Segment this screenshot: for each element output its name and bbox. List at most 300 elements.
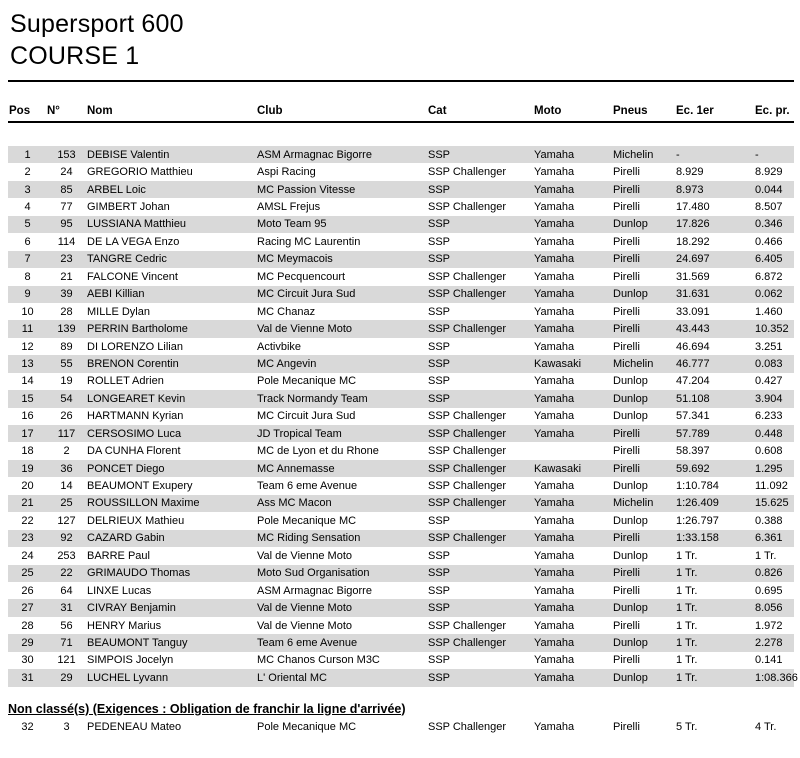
cell-cat: SSP Challenger [427,425,533,442]
cell-cat: SSP [427,181,533,198]
cell-num: 127 [57,514,76,527]
cell-pos: 6 [24,235,31,248]
table-row [8,495,794,512]
cell-club: Team 6 eme Avenue [256,634,427,651]
cell-cat: SSP Challenger [428,619,507,632]
cell-moto: Yamaha [534,270,575,283]
cell-ecpr: 1:08.366 [754,669,794,686]
cell-pos: 23 [8,530,46,547]
cell-moto: Yamaha [534,480,575,493]
table-row [8,146,794,163]
table-row [8,669,794,686]
cell-num: 153 [46,146,86,163]
cell-pos: 20 [21,480,34,493]
cell-cat: SSP Challenger [428,410,507,423]
cell-num: 139 [46,320,86,337]
cell-ec1: 57.789 [675,425,754,442]
cell-nom: DELRIEUX Mathieu [87,514,185,527]
table-row [8,233,794,250]
cell-pneus: Michelin [612,146,675,163]
cell-ecpr: 1.972 [755,619,783,632]
cell-num: 25 [46,495,86,512]
table-row [8,599,794,616]
cell-ec1: 1 Tr. [676,619,698,632]
cell-ec1: 1 Tr. [676,549,698,562]
cell-pos: 25 [8,565,46,582]
cell-pos: 3 [8,181,46,198]
cell-moto: Yamaha [534,654,575,667]
table-row [8,547,794,564]
cell-nom: PONCET Diego [86,460,256,477]
cell-club: Moto Team 95 [256,216,427,233]
cell-cat: SSP [428,654,451,667]
cell-num: 23 [46,251,86,268]
cell-club: Track Normandy Team [256,390,427,407]
cell-cat: SSP Challenger [427,320,533,337]
cell-ecpr: 0.346 [754,216,794,233]
cell-ec1: 17.826 [675,216,754,233]
cell-ec1: 5 Tr. [675,719,754,736]
cell-club: MC Riding Sensation [256,530,427,547]
cell-pneus: Pirelli [613,305,640,318]
cell-moto: Yamaha [533,251,612,268]
cell-ec1: 58.397 [676,445,710,458]
cell-nom: DA CUNHA Florent [87,445,181,458]
cell-pos: 21 [8,495,46,512]
cell-ecpr: 11.092 [755,480,788,493]
cell-pos: 10 [21,305,34,318]
cell-num: 95 [46,216,86,233]
cell-ecpr: - [754,146,794,163]
table-row [8,320,794,337]
cell-ecpr: 0.062 [754,286,794,303]
cell-club: MC Pecquencourt [257,270,346,283]
table-row [8,198,794,215]
table-row [8,460,794,477]
cell-nom: LINXE Lucas [87,584,152,597]
cell-ec1: 1 Tr. [675,669,754,686]
classification-table [8,146,798,687]
cell-ec1: 17.480 [676,201,710,214]
cell-moto: Yamaha [533,599,612,616]
cell-pneus: Pirelli [613,166,640,179]
cell-pos: 5 [8,216,46,233]
cell-nom: ROUSSILLON Maxime [86,495,256,512]
cell-moto: Yamaha [533,669,612,686]
cell-moto: Yamaha [534,584,575,597]
cell-pneus: Dunlop [612,216,675,233]
cell-cat: SSP [428,375,451,388]
col-header-club: Club [256,96,427,122]
cell-cat: SSP [428,235,451,248]
cell-num: 3 [46,719,86,736]
cell-ec1: 1 Tr. [675,565,754,582]
cell-pos: 9 [8,286,46,303]
cell-ecpr: 8.056 [754,599,794,616]
cell-num: 14 [60,480,73,493]
cell-ecpr: 8.929 [755,166,783,179]
cell-num: 85 [46,181,86,198]
cell-moto: Yamaha [533,565,612,582]
cell-moto: Yamaha [534,514,575,527]
cell-club: MC Passion Vitesse [256,181,427,198]
cell-ec1: 24.697 [675,251,754,268]
cell-num: 114 [57,235,76,248]
cell-club: MC de Lyon et du Rhone [257,445,379,458]
cell-ec1: 1:10.784 [676,480,719,493]
cell-nom: LUCHEL Lyvann [86,669,256,686]
cell-nom: GRIMAUDO Thomas [86,565,256,582]
cell-nom: BARRE Paul [87,549,150,562]
cell-pos: 26 [21,584,34,597]
cell-pneus: Dunlop [613,480,648,493]
cell-cat: SSP [427,599,533,616]
cell-ecpr: 0.448 [754,425,794,442]
cell-pneus: Dunlop [612,599,675,616]
cell-ec1: 1 Tr. [675,634,754,651]
cell-ecpr: 3.251 [755,340,783,353]
cell-ecpr: 6.405 [754,251,794,268]
cell-cat: SSP [428,305,451,318]
cell-ecpr: 0.695 [755,584,783,597]
cell-club: Activbike [257,340,302,353]
cell-cat: SSP Challenger [427,530,533,547]
cell-ecpr: 0.427 [755,375,783,388]
cell-nom: PEDENEAU Mateo [86,719,256,736]
cell-pos: 22 [21,514,34,527]
cell-club: Team 6 eme Avenue [257,480,358,493]
cell-pos: 14 [21,375,34,388]
cell-ecpr: 10.352 [754,320,794,337]
cell-ecpr: 3.904 [754,390,794,407]
cell-club: ASM Armagnac Bigorre [257,584,372,597]
cell-pneus: Pirelli [613,340,640,353]
cell-ecpr: 0.044 [754,181,794,198]
cell-pos: 7 [8,251,46,268]
cell-cat: SSP [427,251,533,268]
cell-cat: SSP [428,584,451,597]
cell-num: 26 [60,410,73,423]
cell-nom: GIMBERT Johan [87,201,170,214]
cell-moto: Yamaha [533,320,612,337]
cell-cat: SSP [427,669,533,686]
table-row [8,268,794,285]
cell-moto [533,442,612,459]
cell-pneus: Pirelli [612,565,675,582]
cell-moto: Yamaha [534,235,575,248]
cell-nom: DEBISE Valentin [86,146,256,163]
cell-moto: Kawasaki [533,460,612,477]
cell-club: AMSL Frejus [257,201,321,214]
unclassified-heading: Non classé(s) (Exigences : Obligation de franchir la ligne d'arrivée) [8,701,406,716]
cell-cat: SSP Challenger [428,201,507,214]
title-divider [8,80,794,82]
cell-pos: 28 [21,619,34,632]
cell-club: Moto Sud Organisation [256,565,427,582]
cell-pneus: Dunlop [612,669,675,686]
cell-pneus: Pirelli [612,460,675,477]
cell-pneus: Pirelli [612,251,675,268]
cell-pneus: Pirelli [612,181,675,198]
cell-moto: Yamaha [533,146,612,163]
table-row [8,477,794,494]
cell-ec1: 31.569 [676,270,710,283]
cell-cat: SSP [428,340,451,353]
cell-pos: 16 [21,410,34,423]
cell-ecpr: 0.083 [754,355,794,372]
cell-cat: SSP [428,514,451,527]
cell-cat: SSP Challenger [427,495,533,512]
cell-pneus: Dunlop [612,390,675,407]
cell-ec1: 47.204 [676,375,710,388]
cell-ec1: 59.692 [675,460,754,477]
cell-pneus: Pirelli [613,654,640,667]
cell-cat: SSP Challenger [428,166,507,179]
cell-pneus: Pirelli [612,530,675,547]
cell-club: Racing MC Laurentin [257,235,361,248]
table-row [8,425,794,442]
cell-num: 117 [46,425,86,442]
cell-pos: 15 [8,390,46,407]
cell-club: JD Tropical Team [256,425,427,442]
cell-moto: Kawasaki [533,355,612,372]
cell-nom: DI LORENZO Lilian [87,340,183,353]
cell-nom: PERRIN Bartholome [86,320,256,337]
table-row [8,216,794,233]
cell-num: 54 [46,390,86,407]
cell-club: MC Chanaz [257,305,316,318]
cell-nom: FALCONE Vincent [87,270,178,283]
cell-nom: CIVRAY Benjamin [86,599,256,616]
cell-pneus: Dunlop [612,286,675,303]
cell-cat: SSP [428,549,451,562]
cell-num: 28 [60,305,73,318]
cell-pneus: Pirelli [613,445,640,458]
cell-pneus: Dunlop [613,410,648,423]
cell-club: Val de Vienne Moto [256,599,427,616]
cell-nom: TANGRE Cedric [86,251,256,268]
cell-cat: SSP [427,390,533,407]
cell-ec1: 57.341 [676,410,710,423]
cell-num: 19 [60,375,73,388]
cell-cat: SSP [427,565,533,582]
cell-ecpr: 0.141 [755,654,783,667]
cell-ecpr: 8.507 [755,201,783,214]
cell-pos: 18 [21,445,34,458]
cell-pos: 1 [8,146,46,163]
cell-moto: Yamaha [533,530,612,547]
cell-ecpr: 2.278 [754,634,794,651]
table-row [8,286,794,303]
cell-num: 71 [46,634,86,651]
cell-ec1: 1:26.409 [675,495,754,512]
cell-ecpr: 6.872 [755,270,783,283]
cell-pos: 32 [8,719,46,736]
cell-pos: 27 [8,599,46,616]
cell-moto: Yamaha [533,634,612,651]
cell-pneus: Pirelli [612,425,675,442]
cell-pos: 17 [8,425,46,442]
cell-nom: ROLLET Adrien [87,375,164,388]
cell-ecpr: 15.625 [754,495,794,512]
cell-num: 39 [46,286,86,303]
col-header-name: Nom [86,96,256,122]
cell-num: 22 [46,565,86,582]
cell-num: 64 [60,584,73,597]
cell-cat: SSP Challenger [428,270,507,283]
cell-club: Ass MC Macon [256,495,427,512]
cell-nom: CAZARD Gabin [86,530,256,547]
cell-ecpr: 1.460 [755,305,783,318]
cell-nom: BEAUMONT Tanguy [86,634,256,651]
cell-cat: SSP Challenger [427,634,533,651]
cell-pos: 24 [21,549,34,562]
cell-moto: Yamaha [533,390,612,407]
cell-ecpr: 0.826 [754,565,794,582]
cell-ec1: 46.777 [675,355,754,372]
cell-cat: SSP Challenger [428,480,507,493]
col-header-category: Cat [427,96,533,122]
cell-pos: 2 [24,166,31,179]
cell-pneus: Michelin [612,355,675,372]
cell-nom: GREGORIO Matthieu [87,166,193,179]
table-row [8,181,794,198]
page-title: Supersport 600 [10,10,184,38]
cell-club: MC Circuit Jura Sud [256,286,427,303]
cell-nom: HENRY Marius [87,619,162,632]
col-header-gap-to-first: Ec. 1er [675,96,754,122]
cell-moto: Yamaha [533,216,612,233]
cell-club: MC Angevin [256,355,427,372]
cell-pos: 29 [8,634,46,651]
cell-pneus: Pirelli [613,584,640,597]
cell-ec1: 46.694 [676,340,710,353]
cell-ecpr: 1 Tr. [755,549,777,562]
unclassified-table [8,719,794,736]
cell-ecpr: 0.466 [755,235,783,248]
cell-ecpr: 1.295 [754,460,794,477]
cell-ecpr: 0.388 [755,514,783,527]
cell-cat: SSP Challenger [427,286,533,303]
cell-moto: Yamaha [534,166,575,179]
cell-moto: Yamaha [533,181,612,198]
cell-pneus: Pirelli [613,270,640,283]
cell-ec1: 51.108 [675,390,754,407]
cell-ec1: 33.091 [676,305,710,318]
cell-moto: Yamaha [534,375,575,388]
cell-club: MC Meymacois [256,251,427,268]
cell-club: ASM Armagnac Bigorre [256,146,427,163]
table-row [8,442,794,459]
cell-pneus: Pirelli [613,619,640,632]
cell-ec1: - [675,146,754,163]
cell-ec1: 43.443 [675,320,754,337]
cell-pos: 11 [8,320,46,337]
cell-ec1: 8.929 [676,166,704,179]
cell-pneus: Dunlop [613,375,648,388]
cell-ec1: 1 Tr. [676,584,698,597]
cell-nom: AEBI Killian [86,286,256,303]
cell-club: L' Oriental MC [256,669,427,686]
results-header [8,96,794,123]
cell-cat: SSP [427,216,533,233]
cell-club: Val de Vienne Moto [256,320,427,337]
cell-num: 55 [46,355,86,372]
cell-pneus: Pirelli [612,320,675,337]
table-row [8,355,794,372]
cell-cat: SSP Challenger [427,460,533,477]
cell-pneus: Pirelli [613,201,640,214]
cell-moto: Yamaha [534,340,575,353]
table-row [8,390,794,407]
cell-moto: Yamaha [533,425,612,442]
cell-club: Val de Vienne Moto [257,549,352,562]
col-header-number: N° [46,96,86,122]
cell-ec1: 1:33.158 [675,530,754,547]
cell-nom: BEAUMONT Exupery [87,480,193,493]
cell-nom: LUSSIANA Matthieu [86,216,256,233]
cell-moto: Yamaha [534,619,575,632]
col-header-tyres: Pneus [612,96,675,122]
race-title: COURSE 1 [10,42,140,70]
table-row [8,303,794,320]
table-row [8,634,794,651]
cell-cat: SSP Challenger [428,445,507,458]
cell-num: 29 [46,669,86,686]
table-row [8,163,794,180]
table-row [8,530,794,547]
table-row [8,251,794,268]
cell-num: 253 [57,549,76,562]
cell-club: MC Circuit Jura Sud [257,410,356,423]
cell-club: MC Annemasse [256,460,427,477]
table-row [8,512,794,529]
cell-cat: SSP Challenger [427,719,533,736]
cell-club: MC Chanos Curson M3C [257,654,380,667]
table-row [8,338,794,355]
cell-nom: BRENON Corentin [86,355,256,372]
cell-num: 24 [60,166,73,179]
cell-club: Pole Mecanique MC [257,514,357,527]
cell-num: 77 [60,201,73,214]
cell-pneus: Dunlop [612,634,675,651]
cell-pneus: Michelin [612,495,675,512]
table-row [8,652,794,669]
cell-moto: Yamaha [534,201,575,214]
cell-num: 121 [57,654,76,667]
cell-pos: 12 [21,340,34,353]
cell-num: 2 [63,445,70,458]
col-header-pos: Pos [8,96,46,122]
cell-ec1: 8.973 [675,181,754,198]
cell-moto: Yamaha [533,719,612,736]
cell-ecpr: 6.233 [755,410,783,423]
cell-moto: Yamaha [533,286,612,303]
cell-pos: 19 [8,460,46,477]
cell-nom: CERSOSIMO Luca [86,425,256,442]
cell-club: Aspi Racing [257,166,316,179]
cell-club: Val de Vienne Moto [257,619,352,632]
cell-ec1: 18.292 [676,235,710,248]
cell-pos: 31 [8,669,46,686]
table-row [8,719,794,736]
cell-nom: MILLE Dylan [87,305,150,318]
cell-num: 21 [60,270,73,283]
cell-pneus: Dunlop [613,549,648,562]
race-results-sheet [0,9,800,758]
cell-num: 92 [46,530,86,547]
cell-moto: Yamaha [533,495,612,512]
